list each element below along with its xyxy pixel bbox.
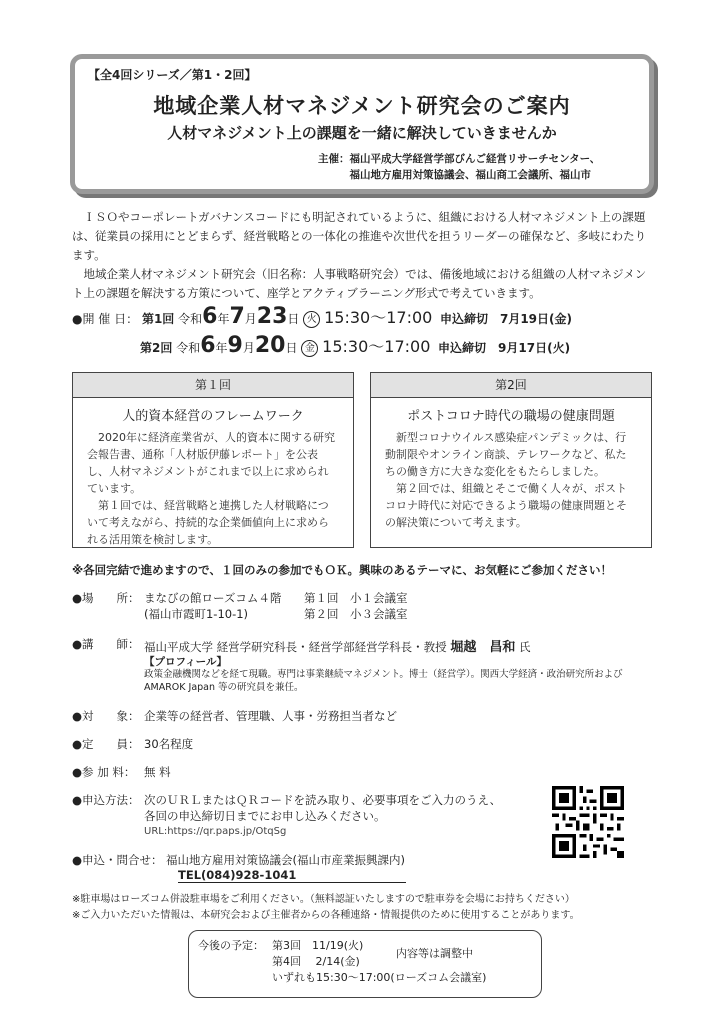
page-subtitle: 人材マネジメント上の課題を一緒に解決していきませんか <box>167 124 557 142</box>
plan-session-4: 第4回 2/14(金) <box>272 955 360 968</box>
contact-org: 福山地方雇用対策協議会(福山市産業振興課内) <box>166 853 405 867</box>
capacity-label: ●定 員： <box>72 737 140 751</box>
fee-value: 無 料 <box>144 765 171 779</box>
profile-text <box>144 668 623 694</box>
session-1-day: 23 <box>256 304 288 329</box>
intro-paragraph-2: 地域企業人材マネジメント研究会（旧名称：人事戦略研究会）では、備後地域における組織の人材マネジメント上の課題を解決する方策について、座学とアクティブラーニング形式で考えていきます。 <box>72 267 647 300</box>
plan-time-place: いずれも15:30～17:00(ローズコム会議室) <box>272 971 487 984</box>
session-2-description <box>385 429 637 531</box>
lecturer-label: ●講 師： <box>72 637 140 651</box>
schedule-session-2 <box>140 333 570 358</box>
plan-adjust-note: 内容等は調整中 <box>396 947 473 960</box>
lecturer-info <box>144 636 530 655</box>
session-2-head: 第2回 <box>371 373 651 398</box>
lecturer-name: 堀越 昌和 <box>450 640 516 655</box>
contact-tel[interactable]: TEL(084)928-1041 <box>178 868 406 883</box>
session-1-deadline: 申込締切 7月19日(金) <box>439 312 572 326</box>
series-label: 【全4回シリーズ／第1・2回】 <box>88 68 257 82</box>
session-2-year-unit: 年 <box>215 341 228 355</box>
session-1-paragraph-1: 2020年に経済産業省が、人的資本に関する研究会報告書、通称「人材版伊藤レポート」を公表し、人材マネジメントがこれまで以上に求められています。 <box>87 431 335 495</box>
target-label: ●対 象： <box>72 709 140 723</box>
session-1-paragraph-2: 第１回では、経営戦略と連携した人材戦略について考えながら、持続的な企業価値向上に求められる活用策を検討します。 <box>87 499 329 546</box>
apply-label: ●申込方法： <box>72 793 140 807</box>
session-2-paragraph-2: 第２回では、組織とそこで働く人々が、ポストコロナ時代に対応できるよう職場の健康問題とその解決策について考えます。 <box>385 482 627 529</box>
session-1-head: 第１回 <box>73 373 353 398</box>
session-2-weekday: 金 <box>301 340 318 357</box>
session-1-description <box>87 429 339 548</box>
profile-label: 【プロフィール】 <box>144 656 227 668</box>
intro-paragraph-1: ＩＳＯやコーポレートガバナンスコードにも明記されているように、組織における人材マネジメント上の課題は、従業員の採用にとどまらず、経営戦略との一体化の推進や次世代を担うリーダーの確保など、多岐にわたります。 <box>72 210 647 262</box>
plan-session-3: 第3回 11/19(火) <box>272 939 364 952</box>
profile-line-2: AMAROK Japan 等の研究員を兼任。 <box>144 682 304 693</box>
session-1-era: 令和 <box>178 312 203 326</box>
organizer-line-1: 主催：福山平成大学経営学部びんご経営リサーチセンター、 <box>318 153 601 165</box>
session-1-time: 15:30～17:00 <box>324 308 433 327</box>
plan-label: 今後の予定： <box>198 939 264 952</box>
page-title: 地域企業人材マネジメント研究会のご案内 <box>153 94 571 118</box>
session-1-year: 6 <box>202 304 218 329</box>
session-2-day: 20 <box>254 333 286 358</box>
session-2-time: 15:30～17:00 <box>322 337 431 356</box>
organizer-line-2: 福山地方雇用対策協議会、福山商工会議所、福山市 <box>349 169 591 181</box>
lecturer-honorific: 氏 <box>518 640 531 654</box>
session-2-number: 第2回 <box>140 341 173 355</box>
session-2-day-unit: 日 <box>285 341 298 355</box>
session-2-box <box>370 372 652 548</box>
session-2-month: 9 <box>227 333 243 358</box>
session-1-weekday: 火 <box>303 311 320 328</box>
footnote-privacy: ※ご入力いただいた情報は、本研究会および主催者からの各種連絡・情報提供のために使用することがあります。 <box>72 910 580 921</box>
apply-line-2: 各回の申込締切日までにお申し込みください。 <box>144 809 386 823</box>
qr-code[interactable] <box>552 786 624 858</box>
session-2-month-unit: 月 <box>242 341 255 355</box>
session-1-theme: 人的資本経営のフレームワーク <box>122 409 304 424</box>
session-1-number: 第1回 <box>141 312 175 326</box>
session-1-day-unit: 日 <box>287 312 300 326</box>
session-1-year-unit: 年 <box>217 312 230 326</box>
fee-label: ●参 加 料： <box>72 765 136 779</box>
participation-note: ※各回完結で進めますので、１回のみの参加でもＯＫ。興味のあるテーマに、お気軽にご参加ください！ <box>72 563 612 577</box>
session-1-box <box>72 372 354 548</box>
schedule-session-1 <box>72 304 572 329</box>
contact-label: ●申込・問合せ： <box>72 853 163 867</box>
session-2-theme: ポストコロナ時代の職場の健康問題 <box>407 409 615 424</box>
venue-place: まなびの館ローズコム４階 <box>144 591 282 605</box>
schedule-label: ●開 催 日： <box>72 312 139 326</box>
venue-room-2: 第２回 小３会議室 <box>304 607 408 621</box>
apply-url[interactable]: URL:https://qr.paps.jp/OtqSg <box>144 826 287 837</box>
lecturer-affiliation: 福山平成大学 経営学研究科長・経営学部経営学科長・教授 <box>144 640 447 654</box>
footnote-parking: ※駐車場はローズコム併設駐車場をご利用ください。（無料認証いたしますので駐車券を会場にお持ちください） <box>72 894 575 905</box>
session-2-paragraph-1: 新型コロナウイルス感染症パンデミックは、行動制限やオンライン商談、テレワークなど、私たちの働き方に大きな変化をもたらしました。 <box>385 431 627 478</box>
profile-line-1: 政策金融機関などを経て現職。専門は事業継続マネジメント。博士（経営学）。関西大学経済・政治研究所および <box>144 669 623 680</box>
organizer <box>318 151 600 183</box>
venue-room-1: 第１回 小１会議室 <box>304 591 408 605</box>
apply-line-1: 次のＵＲＬまたはＱＲコードを読み取り、必要事項をご入力のうえ、 <box>144 793 502 807</box>
session-1-month: 7 <box>229 304 245 329</box>
capacity-value: 30名程度 <box>144 737 194 751</box>
session-1-month-unit: 月 <box>244 312 257 326</box>
session-2-deadline: 申込締切 9月17日(火) <box>438 341 571 355</box>
venue-label: ●場 所： <box>72 591 140 605</box>
venue-address: (福山市霞町1-10-1) <box>144 607 249 621</box>
session-2-year: 6 <box>200 333 216 358</box>
target-value: 企業等の経営者、管理職、人事・労務担当者など <box>144 709 397 723</box>
session-2-era: 令和 <box>176 341 201 355</box>
